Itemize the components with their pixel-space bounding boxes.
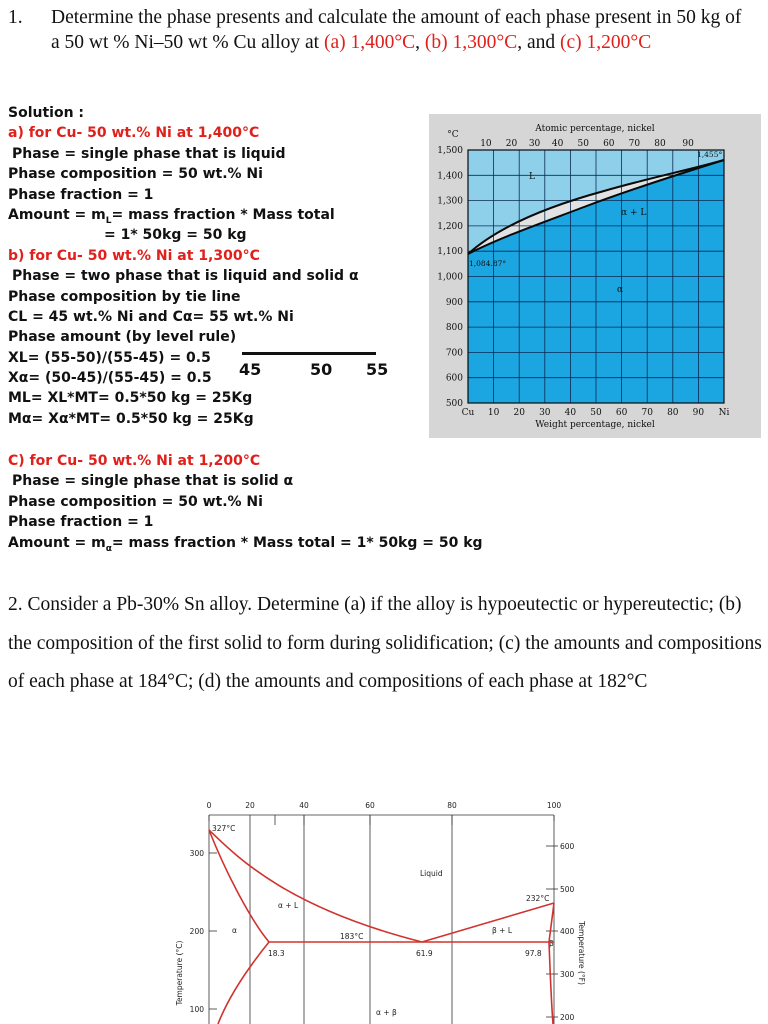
top-tick-label: 60 (603, 139, 615, 149)
y-tick-label: 1,300 (437, 196, 463, 207)
solution-block (8, 103, 359, 429)
x-tick-label: 80 (667, 408, 679, 418)
top-tick-label: 90 (682, 139, 694, 149)
label-alpha-beta: α + β (376, 1008, 397, 1017)
liquid-label: L (529, 172, 535, 182)
lever-line (242, 352, 376, 355)
x-tick-label: 30 (539, 408, 551, 418)
top-tick-label: 20 (245, 801, 255, 810)
top-tick-label: 0 (206, 801, 212, 810)
pb-sn-phase-diagram (168, 798, 588, 1024)
label-liquid: Liquid (420, 869, 443, 878)
solution-a-line: Phase fraction = 1 (8, 186, 154, 203)
label-183: 183°C (340, 932, 364, 941)
solution-a-line: Phase = single phase that is liquid (12, 145, 286, 162)
solution-heading: Solution : (8, 105, 85, 121)
lever-left-value: 45 (239, 360, 262, 379)
solution-b-line: XL= (55-50)/(55-45) = 0.5 (8, 349, 211, 366)
label-18-3: 18.3 (268, 949, 285, 958)
y-tick-label: 1,400 (437, 171, 463, 182)
label-beta: β (549, 939, 554, 948)
right-tick-label: 500 (560, 885, 575, 894)
liquidus-left (209, 830, 422, 942)
ni-melt-label: 1,455° (697, 150, 723, 159)
x-tick-label: 50 (590, 408, 602, 418)
right-tick-label: 600 (560, 842, 575, 851)
y-tick-label: 1,100 (437, 247, 463, 258)
top-axis-title: Atomic percentage, nickel (535, 124, 655, 134)
solution-b-line: Mα= Xα*MT= 0.5*50 kg = 25Kg (8, 410, 254, 427)
question-1-part-b: (b) 1,300°C (424, 32, 518, 53)
question-1-number: 1. (8, 7, 23, 28)
cu-melt-label: 1,084.87° (469, 259, 507, 268)
left-axis-title: Temperature (°C) (175, 940, 184, 1006)
y-tick-label: 1,200 (437, 221, 463, 232)
label-alpha: α (232, 926, 237, 935)
solution-c-line: Phase fraction = 1 (8, 514, 154, 531)
y-tick-label: 800 (445, 323, 463, 334)
solution-b-line: ML= XL*MT= 0.5*50 kg = 25Kg (8, 390, 253, 407)
top-tick-label: 50 (577, 139, 589, 149)
solution-b-line: Xα= (50-45)/(55-45) = 0.5 (8, 370, 212, 387)
solution-a-title: a) for Cu- 50 wt.% Ni at 1,400°C (8, 125, 260, 142)
solidus-left (209, 830, 269, 942)
label-beta-l: β + L (492, 926, 513, 935)
question-2: 2. Consider a Pb-30% Sn alloy. Determine (a) if the alloy is hypoeutectic or hypereutectic; (b) the composition of the first solid to form during solidification; (c) the amounts and compositions of each phase at 184°C; (d) the amounts and compositions of each phase at 182°C (8, 594, 762, 692)
solution-b-line: CL = 45 wt.% Ni and Cα= 55 wt.% Ni (8, 308, 294, 325)
label-alpha-l: α + L (278, 901, 299, 910)
lever-right-value: 55 (366, 360, 389, 379)
top-tick-label: 80 (447, 801, 457, 810)
right-tick-label: 400 (560, 927, 575, 936)
liquidus-right (422, 903, 554, 942)
amount-subscript: α (105, 543, 112, 554)
label-232: 232°C (526, 894, 550, 903)
x-tick-label: 20 (513, 408, 525, 418)
label-327: 327°C (212, 824, 236, 833)
solution-b-line: Phase amount (by level rule) (8, 329, 237, 346)
x-tick-label: Ni (718, 408, 730, 418)
y-tick-label: 900 (445, 297, 463, 308)
x-tick-label: 10 (487, 408, 500, 418)
solution-b-line: Phase = two phase that is liquid and solid α (12, 268, 359, 285)
amount-label: Amount = m (8, 206, 106, 223)
y-tick-label: 700 (445, 348, 463, 359)
question-1-text (51, 5, 751, 55)
top-tick-label: 20 (505, 139, 518, 149)
y-tick-label: 1,500 (437, 146, 463, 156)
x-tick-label: 90 (692, 408, 705, 418)
y-tick-label: 1,000 (437, 272, 463, 283)
solution-a-amount-result: = 1* 50kg = 50 kg (104, 227, 247, 244)
solvus-left (218, 942, 269, 1024)
cu-ni-phase-diagram (429, 114, 761, 438)
separator: , and (517, 32, 560, 53)
solid-label: α (617, 285, 624, 295)
right-tick-label: 300 (560, 970, 575, 979)
question-1-intro: Determine the phase presents and calculate the amount of each phase present in 50 kg of a 50 wt % Ni–50 wt % Cu alloy at (51, 7, 742, 53)
amount-formula: = mass fraction * Mass total = 1* 50kg = 50 kg (111, 534, 483, 551)
question-1-part-c: (c) 1,200°C (560, 32, 652, 53)
solution-c-amount (8, 533, 483, 553)
solution-c-title: C) for Cu- 50 wt.% Ni at 1,200°C (8, 453, 261, 469)
right-axis-title: Temperature (°F) (577, 921, 586, 985)
top-tick-label: 100 (546, 801, 562, 810)
y-unit-label: °C (447, 130, 459, 140)
left-tick-label: 200 (189, 927, 204, 936)
solution-b-line: Phase composition by tie line (8, 288, 241, 305)
right-tick-label: 200 (560, 1013, 575, 1022)
solution-b-title: b) for Cu- 50 wt.% Ni at 1,300°C (8, 247, 260, 264)
left-tick-label: 300 (189, 849, 204, 858)
x-axis-title: Weight percentage, nickel (535, 420, 655, 430)
top-tick-label: 30 (528, 139, 541, 149)
solvus-right (549, 903, 554, 1024)
top-tick-label: 60 (365, 801, 375, 810)
label-97-8: 97.8 (525, 949, 542, 958)
y-tick-label: 600 (445, 373, 463, 384)
lever-mid-value: 50 (310, 360, 333, 379)
pb-sn-axes (190, 801, 575, 1024)
top-tick-label: 10 (480, 139, 492, 149)
two-phase-label: α + L (621, 208, 647, 218)
amount-formula: = mass fraction * Mass total (111, 206, 335, 223)
solution-block-c (8, 451, 483, 553)
separator: , (415, 32, 425, 53)
top-tick-label: 40 (551, 139, 564, 149)
solution-a-line: Phase composition = 50 wt.% Ni (8, 166, 263, 183)
x-tick-label: 60 (615, 408, 628, 418)
top-tick-label: 70 (628, 139, 641, 149)
top-tick-label: 80 (654, 139, 666, 149)
label-61-9: 61.9 (416, 949, 433, 958)
y-tick-label: 500 (445, 399, 463, 409)
question-1-part-a: (a) 1,400°C (323, 32, 416, 53)
solution-c-line: Phase composition = 50 wt.% Ni (8, 493, 263, 510)
x-tick-label: 40 (564, 408, 577, 418)
top-tick-label: 40 (299, 801, 309, 810)
left-tick-label: 100 (189, 1005, 204, 1014)
solution-c-line: Phase = single phase that is solid α (12, 473, 294, 490)
solution-a-amount (8, 205, 359, 225)
x-tick-label: 70 (641, 408, 653, 418)
amount-label: Amount = m (8, 534, 106, 551)
amount-subscript: L (105, 215, 112, 226)
x-tick-label: Cu (461, 408, 475, 418)
